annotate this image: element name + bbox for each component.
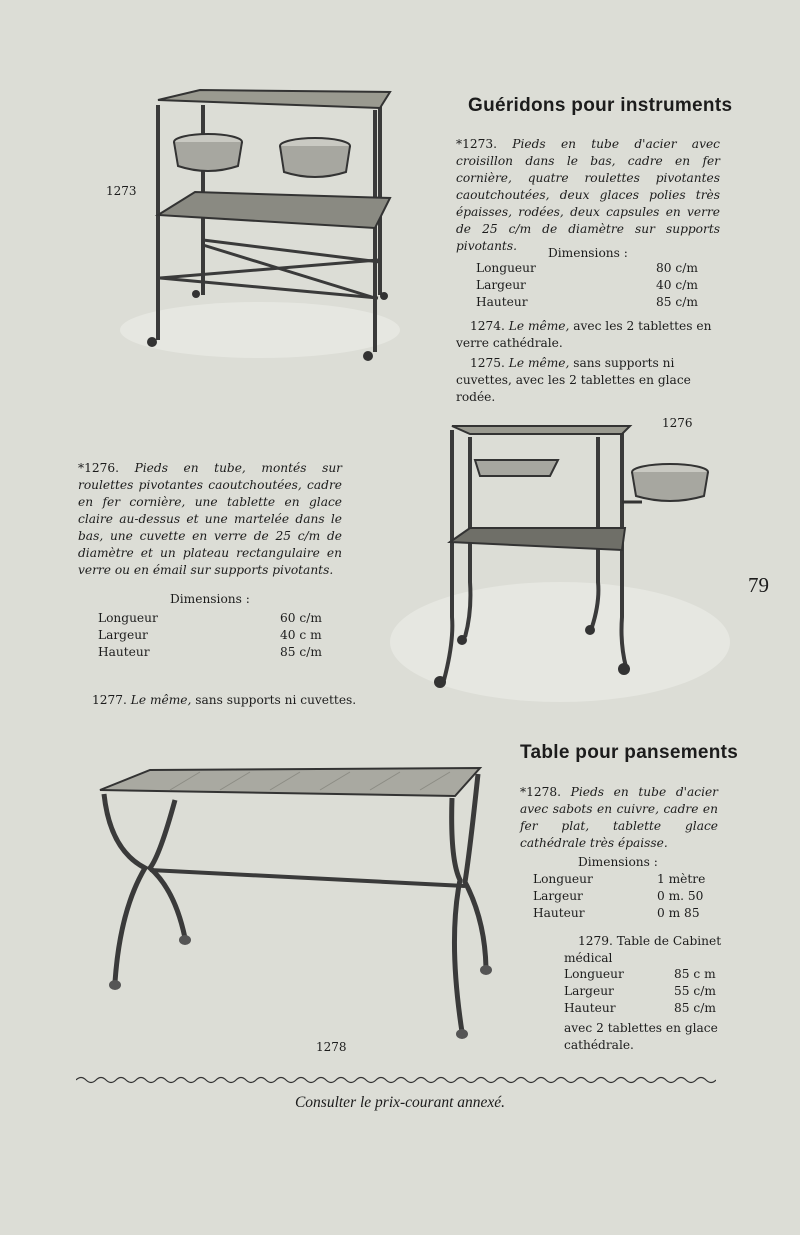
figure-1273-illustration bbox=[110, 80, 420, 370]
item-1275-text: 1275. Le même, sans supports ni cuvettes, avec les 2 tablettes en glace rodée. bbox=[456, 356, 691, 404]
item-1279-note: avec 2 tablettes en glace cathédrale. bbox=[564, 1021, 718, 1052]
page-number: 79 bbox=[748, 573, 769, 597]
item-1274-text: 1274. Le même, avec les 2 tablettes en verre cathédrale. bbox=[456, 319, 712, 350]
item-1277-text: 1277. Le même, sans supports ni cuvettes. bbox=[92, 693, 357, 707]
dims-row: Hauteur 0 m 85 bbox=[533, 906, 700, 920]
item-1276-dims-table bbox=[98, 610, 322, 661]
item-1276-ref: *1276. bbox=[78, 461, 119, 475]
figure-1273-label: 1273 bbox=[106, 184, 137, 198]
dims-row: Longueur 80 c/m bbox=[476, 261, 698, 275]
dims-row: Longueur 60 c/m bbox=[98, 611, 322, 625]
dims-row: Largeur 40 c m bbox=[98, 628, 322, 642]
item-1279-dims-table bbox=[564, 966, 716, 1017]
section-title-gueridons: Guéridons pour instruments bbox=[468, 95, 733, 116]
item-1278-dims-heading: Dimensions : bbox=[578, 855, 658, 869]
dims-row: Hauteur 85 c/m bbox=[564, 1001, 716, 1015]
dims-row: Longueur 1 mètre bbox=[533, 872, 706, 886]
item-1276-dims-heading: Dimensions : bbox=[170, 592, 250, 606]
dims-row: Largeur 40 c/m bbox=[476, 278, 698, 292]
item-1273-dims-heading: Dimensions : bbox=[548, 246, 628, 260]
figure-1278-label: 1278 bbox=[316, 1040, 347, 1054]
dims-row: Hauteur 85 c/m bbox=[98, 645, 322, 659]
item-1278-description bbox=[520, 784, 718, 852]
item-1273-description bbox=[456, 136, 720, 255]
item-1273-ref: *1273. bbox=[456, 137, 497, 151]
dims-row: Hauteur 85 c/m bbox=[476, 295, 698, 309]
footer-note: Consulter le prix-courant annexé. bbox=[294, 1094, 506, 1111]
wavy-divider bbox=[76, 1074, 716, 1086]
item-1273-dims-table bbox=[476, 260, 698, 311]
figure-1278-illustration bbox=[90, 760, 520, 1050]
dims-row: Largeur 0 m. 50 bbox=[533, 889, 704, 903]
figure-1276-label: 1276 bbox=[662, 416, 693, 430]
dims-row: Largeur 55 c/m bbox=[564, 984, 716, 998]
section-title-table-pansements: Table pour pansements bbox=[520, 742, 739, 763]
item-1279-text: 1279. Table de Cabinet médical bbox=[564, 934, 722, 965]
item-1278-ref: *1278. bbox=[520, 785, 561, 799]
figure-1276-illustration bbox=[380, 412, 730, 712]
item-1278-text: Pieds en tube d'acier avec sabots en cuivre, cadre en fer plat, tablette glace cathédrale très épaisse. bbox=[520, 785, 719, 850]
item-1278-dims-table bbox=[533, 871, 705, 922]
item-1273-text: Pieds en tube d'acier avec croisillon dans le bas, cadre en fer cornière, quatre roulettes pivotantes caoutchoutées, deux glaces polies très épaisses, rodées, deux capsules en verre de 25 c/m de diamètre sur supports pivotants. bbox=[456, 137, 720, 253]
dims-row: Longueur 85 c m bbox=[564, 967, 716, 981]
item-1276-text: Pieds en tube, montés sur roulettes pivotantes caoutchoutées, cadre en fer cornière, une tablette en glace claire au-dessus et une martelée dans le bas, une cuvette en verre de 25 c/m de diamètre et un plateau rectangulaire en verre ou en émail sur supports pivotants. bbox=[78, 461, 343, 577]
item-1276-description bbox=[78, 460, 342, 579]
